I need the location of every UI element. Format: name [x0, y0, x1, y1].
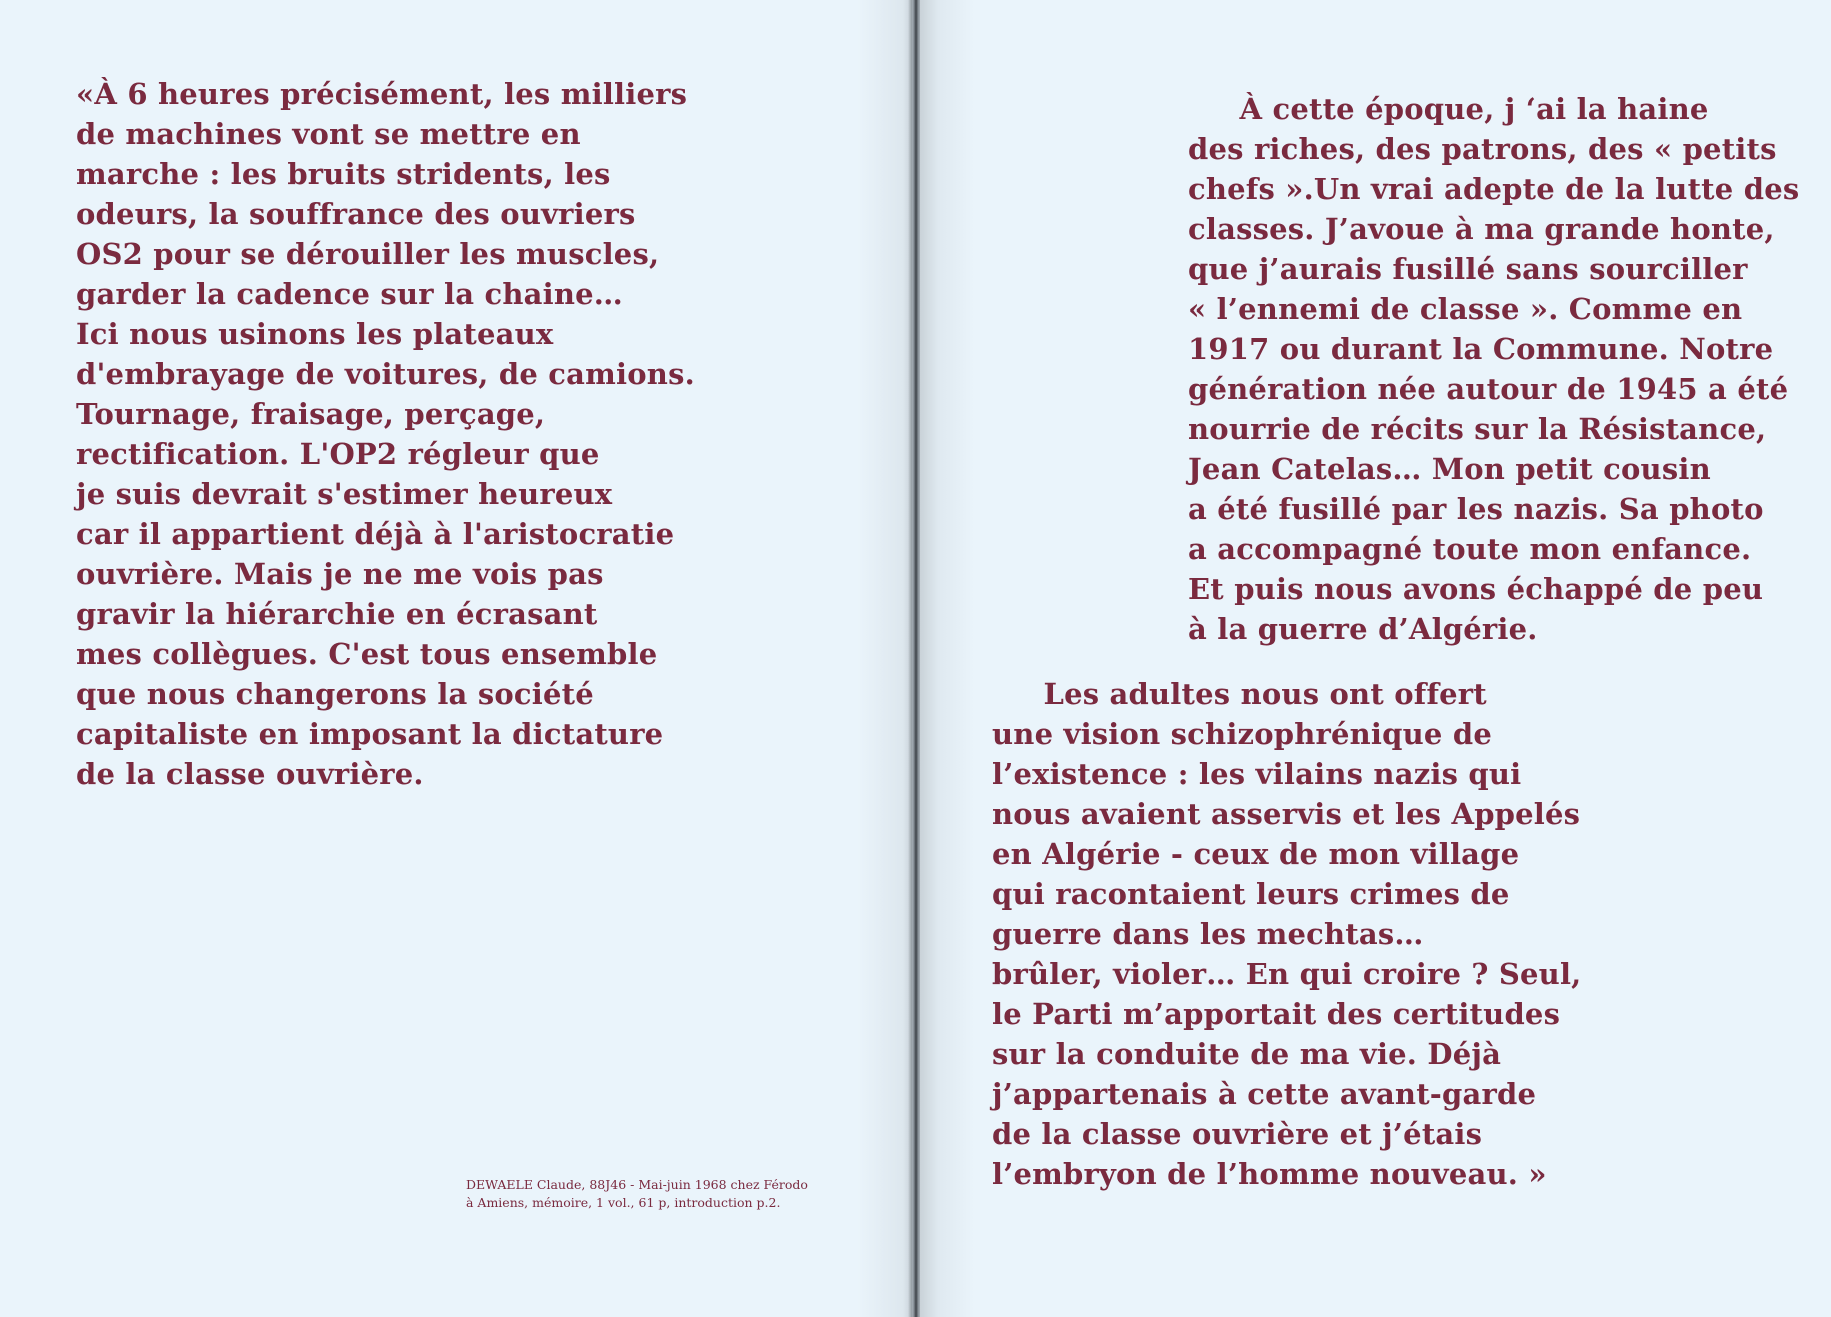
- left-page: [0, 0, 912, 1317]
- left-page-paragraph: «À 6 heures précisément, les milliers de machines vont se mettre en marche : les bruits stridents, les odeurs, la souffrance des ouvriers OS2 pour se dérouiller les muscles, garder la cadence sur la chaine… Ici nous usinons les plateaux d'embrayage de voitures, de camions. Tournage, fraisage, perçage, rectification. L'OP2 régleur que je suis devrait s'estimer heureux car il appartient déjà à l'aristocratie ouvrière. Mais je ne me vois pas gravir la hiérarchie en écrasant mes collègues. C'est tous ensemble que nous changerons la société capitaliste en imposant la dictature de la classe ouvrière.: [76, 77, 695, 791]
- left-page-footnote: DEWAELE Claude, 88J46 - Mai-juin 1968 chez Férodo à Amiens, mémoire, 1 vol., 61 p, introduction p.2.: [466, 1177, 808, 1210]
- right-page-paragraph-1: À cette époque, j ‘ai la haine des riches, des patrons, des « petits chefs ».Un vrai adepte de la lutte des classes. J’avoue à ma grande honte, que j’aurais fusillé sans sourciller « l’ennemi de classe ». Comme en 1917 ou durant la Commune. Notre génération née autour de 1945 a été nourrie de récits sur la Résistance, Jean Catelas… Mon petit cousin a été fusillé par les nazis. Sa photo a accompagné toute mon enfance. Et puis nous avons échappé de peu à la guerre d’Algérie.: [1188, 92, 1800, 646]
- right-page-paragraph-2: Les adultes nous ont offert une vision schizophrénique de l’existence : les vilains nazis qui nous avaient asservis et les Appelés en Algérie - ceux de mon village qui racontaient leurs crimes de guerre dans les mechtas… brûler, violer… En qui croire ? Seul, le Parti m’apportait des certitudes sur la conduite de ma vie. Déjà j’appartenais à cette avant-garde de la classe ouvrière et j’étais l’embryon de l’homme nouveau. »: [992, 677, 1582, 1191]
